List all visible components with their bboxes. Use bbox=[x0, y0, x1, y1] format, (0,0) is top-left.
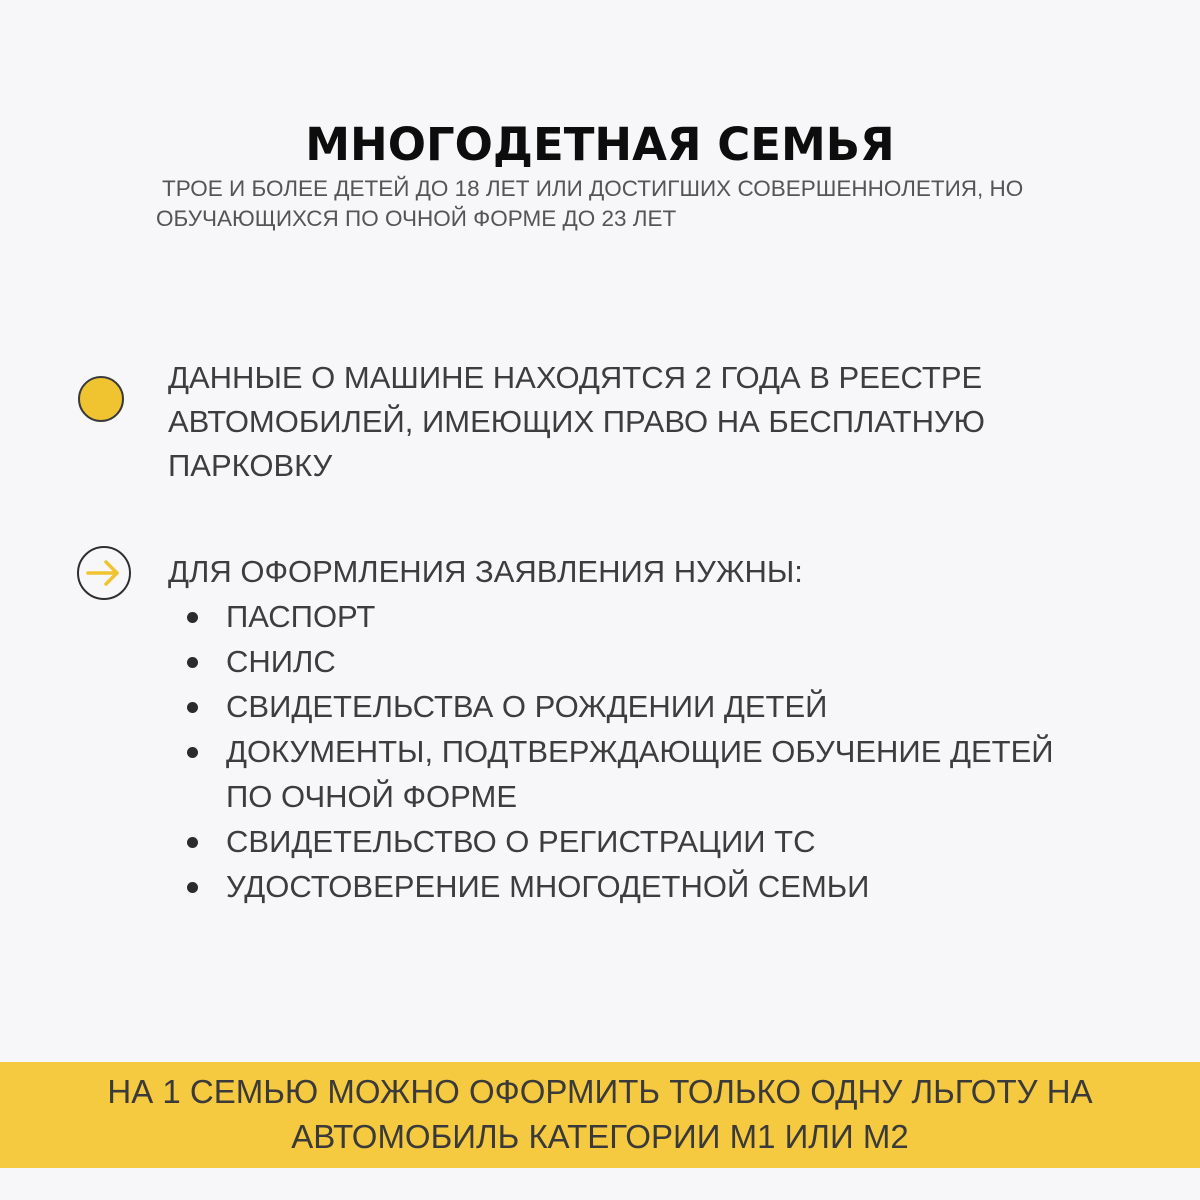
list-item bbox=[0, 864, 1200, 909]
list-item bbox=[0, 684, 1200, 729]
banner-line-1: НА 1 СЕМЬЮ МОЖНО ОФОРМИТЬ ТОЛЬКО ОДНУ ЛЬГОТУ НА bbox=[107, 1073, 1093, 1110]
documents-list bbox=[0, 594, 1200, 909]
page-subtitle bbox=[156, 174, 1056, 234]
registry-line-3: ПАРКОВКУ bbox=[168, 448, 333, 483]
notice-banner-text bbox=[0, 1069, 1200, 1159]
list-item-text-continued: ПО ОЧНОЙ ФОРМЕ bbox=[226, 779, 518, 814]
documents-heading: ДЛЯ ОФОРМЛЕНИЯ ЗАЯВЛЕНИЯ НУЖНЫ: bbox=[168, 554, 803, 589]
arrow-right-circle-icon bbox=[76, 545, 132, 601]
list-item-text: ДОКУМЕНТЫ, ПОДТВЕРЖДАЮЩИЕ ОБУЧЕНИЕ ДЕТЕЙ bbox=[226, 734, 1054, 769]
page-title: МНОГОДЕТНАЯ СЕМЬЯ bbox=[305, 118, 895, 171]
list-item-text: ПАСПОРТ bbox=[226, 599, 376, 634]
list-item-text: СВИДЕТЕЛЬСТВО О РЕГИСТРАЦИИ ТС bbox=[226, 824, 816, 859]
list-item bbox=[0, 729, 1200, 819]
list-item-text: СНИЛС bbox=[226, 644, 336, 679]
list-item-text: СВИДЕТЕЛЬСТВА О РОЖДЕНИИ ДЕТЕЙ bbox=[226, 689, 828, 724]
bullet-icon bbox=[187, 657, 198, 668]
registry-text bbox=[168, 356, 1128, 488]
list-item bbox=[0, 639, 1200, 684]
bullet-icon bbox=[187, 612, 198, 623]
subtitle-line-2: ОБУЧАЮЩИХСЯ ПО ОЧНОЙ ФОРМЕ ДО 23 ЛЕТ bbox=[156, 206, 677, 231]
registry-line-2: АВТОМОБИЛЕЙ, ИМЕЮЩИХ ПРАВО НА БЕСПЛАТНУЮ bbox=[168, 404, 985, 439]
bullet-icon bbox=[187, 702, 198, 713]
list-item bbox=[0, 819, 1200, 864]
subtitle-line-1: ТРОЕ И БОЛЕЕ ДЕТЕЙ ДО 18 ЛЕТ ИЛИ ДОСТИГШИХ СОВЕРШЕННОЛЕТИЯ, НО bbox=[162, 176, 1024, 201]
list-item-text: УДОСТОВЕРЕНИЕ МНОГОДЕТНОЙ СЕМЬИ bbox=[226, 869, 870, 904]
yellow-circle-icon bbox=[78, 376, 124, 422]
registry-line-1: ДАННЫЕ О МАШИНЕ НАХОДЯТСЯ 2 ГОДА В РЕЕСТРЕ bbox=[168, 360, 983, 395]
bullet-icon bbox=[187, 837, 198, 848]
banner-line-2: АВТОМОБИЛЬ КАТЕГОРИИ М1 ИЛИ М2 bbox=[291, 1118, 909, 1155]
bullet-icon bbox=[187, 882, 198, 893]
list-item bbox=[0, 594, 1200, 639]
bullet-icon bbox=[187, 747, 198, 758]
